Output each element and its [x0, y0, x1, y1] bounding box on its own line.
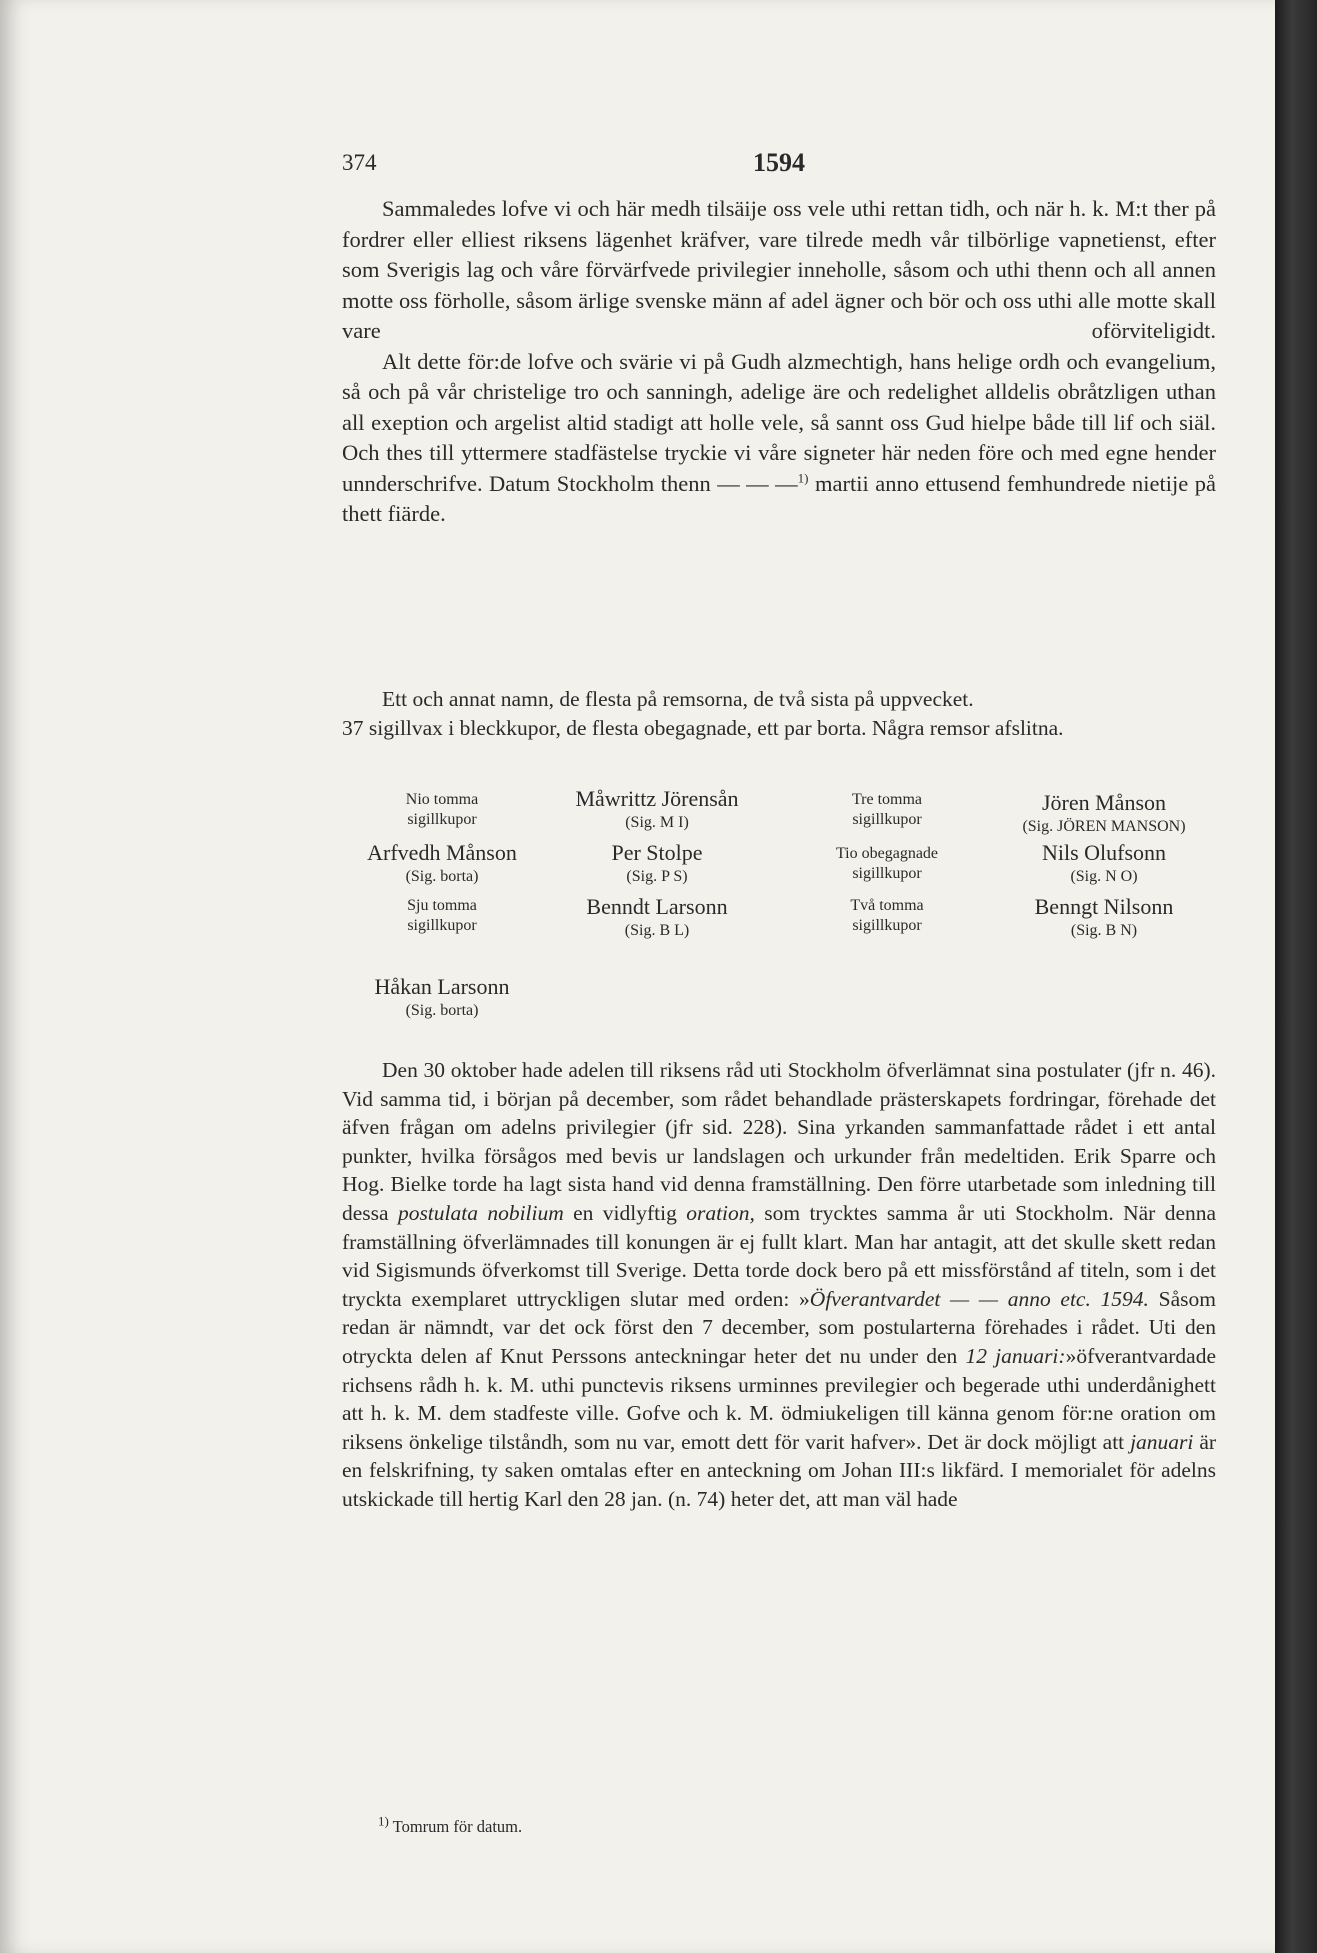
seal-note: (Sig. M I) [625, 814, 689, 831]
seal-note: (Sig. borta) [405, 868, 479, 885]
signature-entry [342, 840, 542, 888]
seal-count-line: Nio tomma [405, 791, 479, 808]
commentary-part: är en felskrifning, ty saken omtalas efter en anteckning om Johan III:s likfärd. I memorialet för adelns utskickade till hertig Karl den 28 jan. (n. 74) heter det, att man väl hade [342, 1429, 1217, 1511]
description-text [342, 685, 1216, 743]
seal-count-line: sigillkupor [407, 811, 477, 828]
signature-entry [342, 974, 542, 1022]
seal-note: (Sig. borta) [405, 1002, 479, 1019]
commentary-part: som trycktes samma år uti Stockholm. När denna framställning öfverlämnades till konungen är ej fullt klart. Man har antagit, att det skulle skett redan vid Sigismunds öfverkomst till Sverige. Detta torde dock bero på ett missförstånd af titeln, som i det tryckta exemplaret uttryckligen slutar med orden: » [342, 1200, 1217, 1311]
seal-count [782, 790, 992, 830]
signer-name: Jören Månson [1041, 790, 1167, 815]
seal-count [782, 844, 992, 884]
signature-entry [542, 786, 772, 834]
commentary-italic: oration, [686, 1200, 755, 1225]
signer-name: Per Stolpe [611, 840, 703, 865]
oath-paragraph-2-main: Alt dette för:de lofve och svärie vi på Gudh alzmechtigh, hans helige ordh och evangelium, så och på vår christelige tro och sanningh, adelige äre och redelighet alldelis obråtzligen uthan all exeption och argelist altid stadigt att holle vele, så sannt oss Gud hielpe både till lif och siäl. Och thes till yttermere stadfästelse tryckie vi våre signeter här neden före och med egne hender unnderschrifve. Datum Stockholm thenn — — — [342, 348, 1216, 496]
seal-note: (Sig. B N) [1070, 922, 1138, 939]
footnote-marker: 1) [797, 470, 809, 485]
commentary-text [342, 1056, 1216, 1514]
oath-paragraph-1: Sammaledes lofve vi och här medh tilsäije oss vele uthi rettan tidh, och när h. k. M:t ther på fordrer eller elliest riksens lägenhet kräfver, vare tilrede medh vår tilbörlige vapnetienst, efter som Sverigis lag och våre förvärfvede privilegier inneholle, såsom och uthi thenn och all annen motte oss förholle, såsom ärlige svenske männ af adel ägner och bör och oss uthi alle motte skall vare oförviteligidt. [342, 196, 1216, 343]
seal-note: (Sig. JÖREN MANSON) [1022, 818, 1186, 835]
book-edge [1275, 0, 1317, 1953]
commentary-part: Den 30 oktober hade adelen till riksens råd uti Stockholm öfverlämnat sina postulater (jfr n. 46). Vid samma tid, i början på december, som rådet behandlade prästerskapets fordringar, förehade det äfven frågan om adelns privilegier (jfr sid. 228). Sina yrkanden sammanfattade rådet i ett antal punkter, hvilka försågos med bevis ur landslagen och urkunder från medeltiden. Erik Sparre och Hog. Bielke torde ha lagt sista hand vid denna framställning. Den förre utarbetade som inledning till dessa [342, 1058, 1216, 1225]
seal-count [342, 790, 542, 830]
seal-note: (Sig. P S) [626, 868, 688, 885]
seal-count-line: Tio obegagnade [835, 845, 939, 862]
commentary-italic: 12 januari: [965, 1343, 1066, 1368]
footnote-text: Tomrum för datum. [392, 1817, 523, 1836]
seal-count-line: Tre tomma [851, 791, 923, 808]
signer-name: Måwrittz Jörensån [575, 786, 739, 811]
oath-paragraph-2-tail: martii anno ettusend femhundrede nietije på thett fiärde. [342, 470, 1216, 526]
signature-entry [992, 894, 1216, 942]
commentary-italic: Öfverantvardet — — anno etc. 1594. [809, 1286, 1149, 1311]
signer-name: Nils Olufsonn [1041, 840, 1167, 865]
commentary-part: Såsom redan är nämndt, var det ock först den 7 december, som postularterna förehades i rådet. Uti den otryckta delen af Knut Perssons anteckningar heter det nu under den [342, 1286, 1216, 1368]
seal-count [782, 896, 992, 936]
page-number: 374 [342, 150, 377, 175]
seal-count-line: Sju tomma [407, 897, 477, 914]
seal-count-line: sigillkupor [407, 917, 477, 934]
commentary-paragraph [342, 1056, 1216, 1514]
commentary-italic: januari [1130, 1429, 1194, 1454]
signature-entry [542, 894, 772, 942]
description-paragraph-2: 37 sigillvax i bleckkupor, de flesta obegagnade, ett par borta. Några remsor afslitna. [342, 716, 1064, 740]
commentary-italic: postulata nobilium [397, 1200, 564, 1225]
signer-name: Benndt Larsonn [586, 894, 728, 919]
page-header [342, 150, 1216, 186]
commentary-part: en vidlyftig [573, 1200, 677, 1225]
seal-count-line: sigillkupor [852, 917, 922, 934]
signature-list [342, 786, 1216, 1030]
signature-entry [992, 790, 1216, 838]
year-heading: 1594 [753, 148, 805, 177]
oath-paragraph-2 [342, 347, 1216, 530]
footnote-number: 1) [378, 1813, 389, 1829]
signature-entry [992, 840, 1216, 888]
seal-count-line: sigillkupor [852, 865, 922, 882]
signer-name: Benngt Nilsonn [1034, 894, 1174, 919]
signer-name: Håkan Larsonn [374, 974, 510, 999]
seal-note: (Sig. B L) [624, 922, 690, 939]
description-paragraph-1: Ett och annat namn, de flesta på remsorna, de två sista på uppvecket. [382, 687, 974, 711]
seal-count-line: Två tomma [850, 897, 924, 914]
oath-text [342, 194, 1216, 530]
seal-count-line: sigillkupor [852, 811, 922, 828]
signer-name: Arfvedh Månson [367, 840, 517, 865]
seal-note: (Sig. N O) [1070, 868, 1138, 885]
signature-entry [542, 840, 772, 888]
commentary-part: »öfverantvardade richsens rådh h. k. M. uthi punctevis riksens urminnes previlegier och begerade uthi underdånighett att h. k. M. dem stadfeste ville. Gofve och k. M. ödmiukeligen till känna genom för:ne oration om riksens önkelige tilståndh, som nu var, emott dett för varit hafver». Det är dock möjligt att [342, 1343, 1216, 1454]
seal-count [342, 896, 542, 936]
footnote [378, 1813, 523, 1837]
